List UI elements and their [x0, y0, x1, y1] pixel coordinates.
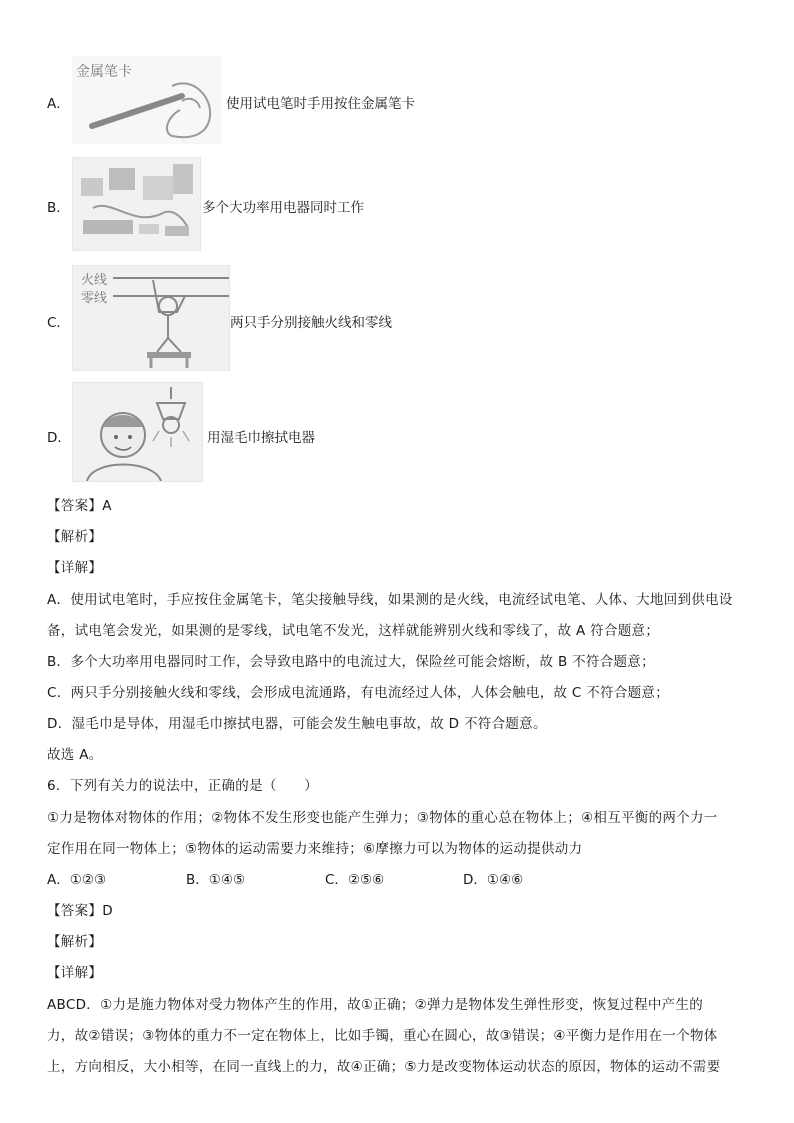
- option-c-image-label-1: 火线: [81, 273, 108, 288]
- q6-answer: 【答案】D: [47, 903, 113, 919]
- q6-detail-line: 上，方向相反，大小相等，在同一直线上的力，故④正确；⑤力是改变物体运动状态的原因，物体的运动不需要: [47, 1059, 721, 1075]
- q6-statement-line: ①力是物体对物体的作用；②物体不发生形变也能产生弹力；③物体的重心总在物体上；④相互平衡的两个力一: [47, 810, 718, 826]
- option-d-caption: 用湿毛巾擦拭电器: [207, 430, 315, 446]
- q6-detail-heading: 【详解】: [47, 965, 103, 981]
- q5-detail-line: A．使用试电笔时，手应按住金属笔卡，笔尖接触导线，如果测的是火线，电流经试电笔、人体、大地回到供电设: [47, 592, 733, 608]
- option-b-letter: B．: [47, 200, 70, 216]
- q5-answer: 【答案】A: [47, 498, 112, 514]
- q5-detail-line: C．两只手分别接触火线和零线，会形成电流通路，有电流经过人体，人体会触电，故 C 不符合题意；: [47, 685, 670, 701]
- q5-detail-line: D．湿毛巾是导体，用湿毛巾擦拭电器，可能会发生触电事故，故 D 不符合题意。: [47, 716, 547, 732]
- q5-detail-heading: 【详解】: [47, 560, 103, 576]
- q6-detail-line: ABCD．①力是施力物体对受力物体产生的作用，故①正确；②弹力是物体发生弹性形变，恢复过程中产生的: [47, 997, 704, 1013]
- q6-detail-line: 力，故②错误；③物体的重力不一定在物体上，比如手镯，重心在圆心，故③错误；④平衡力是作用在一个物体: [47, 1028, 718, 1044]
- option-b-caption: 多个大功率用电器同时工作: [202, 200, 364, 216]
- q5-detail-line: B．多个大功率用电器同时工作，会导致电路中的电流过大，保险丝可能会熔断，故 B 不符合题意；: [47, 654, 655, 670]
- option-b-image: [72, 157, 201, 251]
- q5-conclusion: 故选 A。: [47, 747, 103, 763]
- person-touching-wires-illustration: [73, 266, 229, 370]
- q6-choice-b: B．①④⑤: [186, 872, 246, 888]
- option-c-caption: 两只手分别接触火线和零线: [230, 315, 392, 331]
- option-c-letter: C．: [47, 315, 70, 331]
- option-a-image-label: 金属笔卡: [76, 64, 132, 80]
- option-a-caption: 使用试电笔时手用按住金属笔卡: [226, 96, 415, 112]
- option-a-image: [72, 56, 222, 144]
- q6-stem: 6．下列有关力的说法中，正确的是（ ）: [47, 778, 319, 794]
- appliances-illustration: [73, 158, 200, 250]
- q6-choice-c: C．②⑤⑥: [325, 872, 385, 888]
- test-pen-hand-illustration: [72, 56, 222, 144]
- q5-detail-line: 备，试电笔会发光，如果测的是零线，试电笔不发光，这样就能辨别火线和零线了，故 A 符合题意；: [47, 623, 660, 639]
- option-d-letter: D．: [47, 430, 71, 446]
- wet-towel-cleaning-illustration: [73, 383, 202, 481]
- option-d-image: [72, 382, 203, 482]
- q6-choice-d: D．①④⑥: [463, 872, 524, 888]
- q6-analysis-heading: 【解析】: [47, 934, 103, 950]
- q6-statement-line: 定作用在同一物体上；⑤物体的运动需要力来维持；⑥摩擦力可以为物体的运动提供动力: [47, 841, 583, 857]
- q6-choice-a: A．①②③: [47, 872, 107, 888]
- option-a-letter: A．: [47, 96, 70, 112]
- option-c-image-label-2: 零线: [81, 291, 108, 306]
- option-c-image: [72, 265, 230, 371]
- q5-analysis-heading: 【解析】: [47, 529, 103, 545]
